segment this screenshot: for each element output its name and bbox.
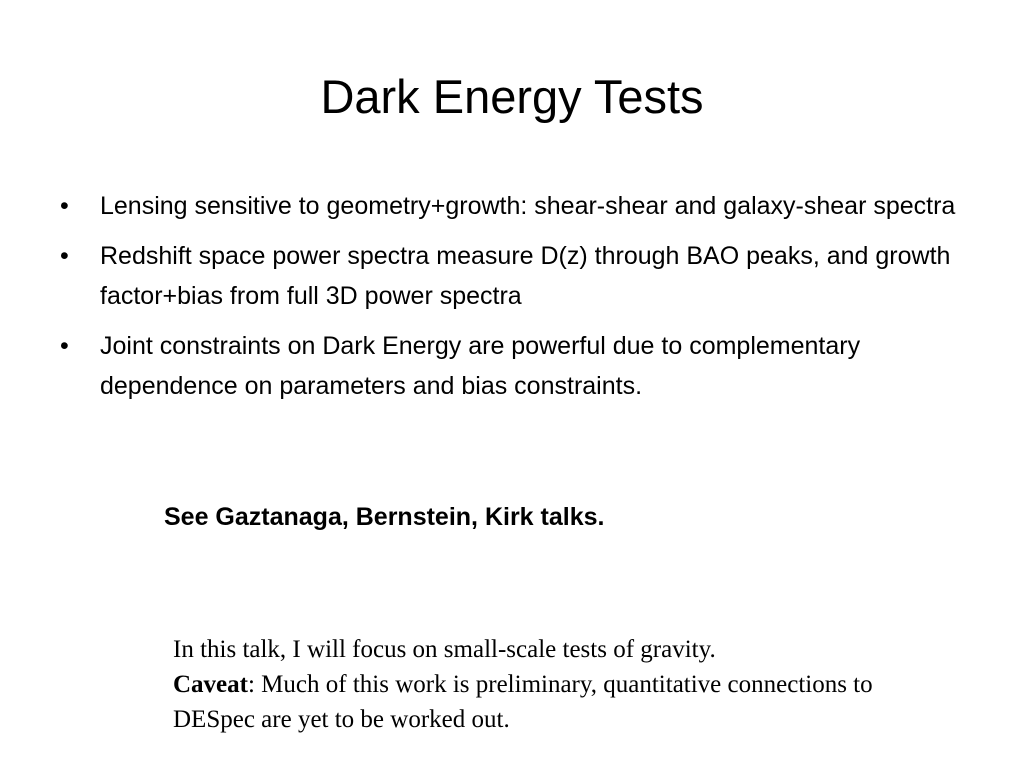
- bullet-marker: •: [60, 192, 69, 220]
- bullet-marker: •: [60, 242, 69, 270]
- bullet-item: [60, 326, 960, 406]
- caveat-label: Caveat: [173, 671, 248, 698]
- slide-title: Dark Energy Tests: [320, 70, 704, 123]
- bullet-list: [60, 186, 960, 416]
- bullet-text: Lensing sensitive to geometry+growth: shear-shear and galaxy-shear spectra: [100, 192, 956, 220]
- caveat-text: : Much of this work is preliminary, quantitative connections to DESpec are yet to be worked out.: [173, 671, 873, 733]
- reference-line: See Gaztanaga, Bernstein, Kirk talks.: [164, 503, 605, 531]
- note-line: In this talk, I will focus on small-scale tests of gravity.: [173, 636, 716, 663]
- bullet-item: [60, 186, 960, 226]
- bullet-item: [60, 236, 960, 316]
- caveat-paragraph: [173, 667, 893, 737]
- bullet-text: Joint constraints on Dark Energy are powerful due to complementary dependence on parameters and bias constraints.: [100, 332, 861, 400]
- note-box: [173, 632, 893, 737]
- bullet-text: Redshift space power spectra measure D(z) through BAO peaks, and growth factor+bias from full 3D power spectra: [100, 242, 951, 310]
- bullet-marker: •: [60, 332, 69, 360]
